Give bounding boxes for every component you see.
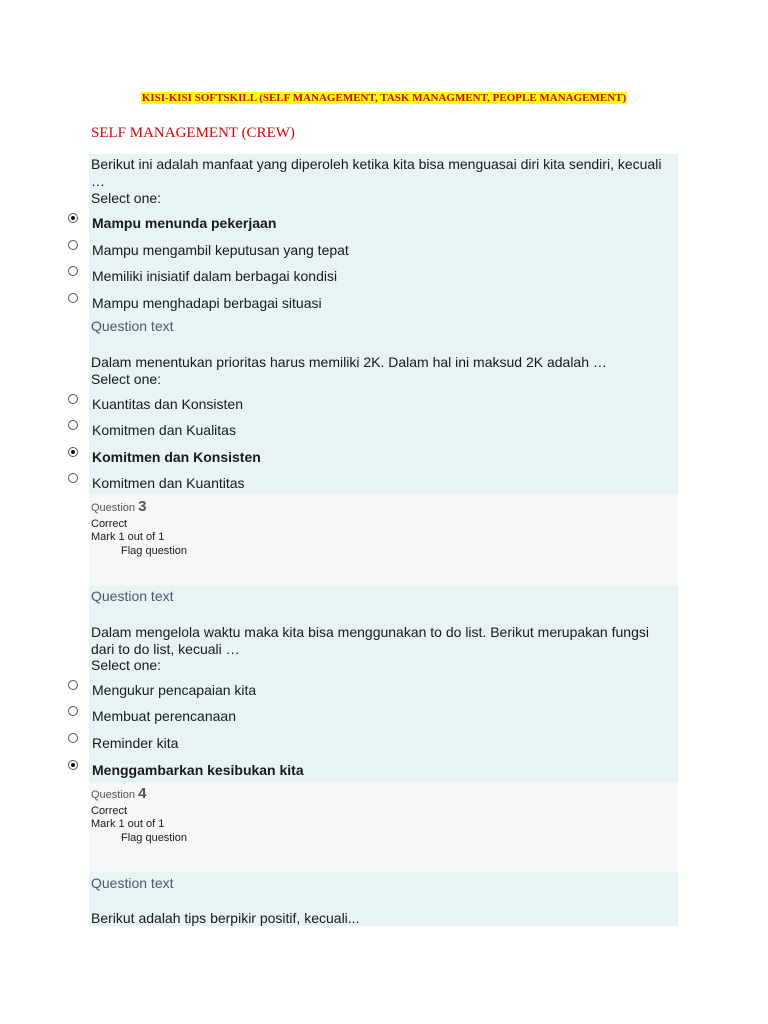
option-label: Mampu mengambil keputusan yang tepat — [92, 242, 349, 258]
question-4-status: Correct — [91, 805, 128, 817]
q1-option-2[interactable] — [0, 240, 700, 260]
question-3-text: Dalam mengelola waktu maka kita bisa menggunakan to do list. Berikut merupakan fungsi dari to do list, kecuali … — [91, 624, 649, 657]
option-label: Komitmen dan Kuantitas — [92, 475, 245, 491]
radio-button-selected[interactable] — [68, 213, 78, 223]
section-heading: SELF MANAGEMENT (CREW) — [91, 125, 295, 141]
option-label: Reminder kita — [92, 735, 179, 751]
radio-button[interactable] — [68, 266, 78, 276]
select-one-label: Select one: — [91, 371, 162, 387]
question-4-info-box — [89, 782, 678, 872]
q2-option-4[interactable] — [0, 473, 700, 493]
option-label: Membuat perencanaan — [92, 708, 236, 724]
flag-question-link[interactable]: Flag question — [121, 545, 188, 557]
question-3-status: Correct — [91, 518, 128, 530]
q2-option-3[interactable] — [0, 447, 700, 467]
radio-button[interactable] — [68, 420, 78, 430]
q1-option-3[interactable] — [0, 266, 700, 286]
q1-option-4[interactable] — [0, 293, 700, 313]
option-label: Komitmen dan Kualitas — [92, 422, 236, 438]
document-title: KISI-KISI SOFTSKILL (SELF MANAGEMENT, TASK MANAGMENT, PEOPLE MANAGEMENT) — [141, 92, 627, 104]
question-word: Question — [91, 789, 136, 801]
option-label: Mampu menghadapi berbagai situasi — [92, 295, 322, 311]
question-3-mark: Mark 1 out of 1 — [91, 531, 165, 543]
radio-button[interactable] — [68, 706, 78, 716]
q3-option-4[interactable] — [0, 760, 700, 780]
option-label: Komitmen dan Konsisten — [92, 449, 261, 465]
question-word: Question — [91, 502, 136, 514]
radio-button[interactable] — [68, 293, 78, 303]
question-4-header — [91, 787, 146, 803]
radio-button[interactable] — [68, 473, 78, 483]
option-label: Mengukur pencapaian kita — [92, 682, 257, 698]
q3-option-3[interactable] — [0, 733, 700, 753]
question-text-label: Question text — [91, 875, 174, 891]
radio-button-selected[interactable] — [68, 447, 78, 457]
q1-option-1[interactable] — [0, 213, 700, 233]
q3-option-1[interactable] — [0, 680, 700, 700]
question-3-info-box — [89, 494, 678, 586]
question-4-text: Berikut adalah tips berpikir positif, kecuali... — [91, 910, 360, 926]
radio-button[interactable] — [68, 394, 78, 404]
q2-option-2[interactable] — [0, 420, 700, 440]
question-text-label: Question text — [91, 318, 174, 334]
option-label: Kuantitas dan Konsisten — [92, 396, 243, 412]
question-2-text: Dalam menentukan prioritas harus memiliki 2K. Dalam hal ini maksud 2K adalah … — [91, 354, 607, 370]
question-4-mark: Mark 1 out of 1 — [91, 818, 165, 830]
flag-question-link[interactable]: Flag question — [121, 832, 188, 844]
radio-button[interactable] — [68, 733, 78, 743]
question-1-text: Berikut ini adalah manfaat yang diperoleh ketika kita bisa menguasai diri kita sendiri, kecuali … — [91, 156, 662, 189]
q2-option-1[interactable] — [0, 394, 700, 414]
option-label: Mampu menunda pekerjaan — [92, 215, 277, 231]
option-label: Menggambarkan kesibukan kita — [92, 762, 304, 778]
option-label: Memiliki inisiatif dalam berbagai kondisi — [92, 268, 338, 284]
radio-button[interactable] — [68, 240, 78, 250]
select-one-label: Select one: — [91, 657, 162, 673]
question-number: 4 — [138, 785, 147, 802]
question-text-label: Question text — [91, 588, 174, 604]
radio-button-selected[interactable] — [68, 760, 78, 770]
question-1-2-box — [89, 154, 678, 494]
q3-option-2[interactable] — [0, 706, 700, 726]
select-one-label: Select one: — [91, 190, 162, 206]
radio-button[interactable] — [68, 680, 78, 690]
question-3-header — [91, 500, 146, 516]
question-number: 3 — [138, 498, 147, 515]
